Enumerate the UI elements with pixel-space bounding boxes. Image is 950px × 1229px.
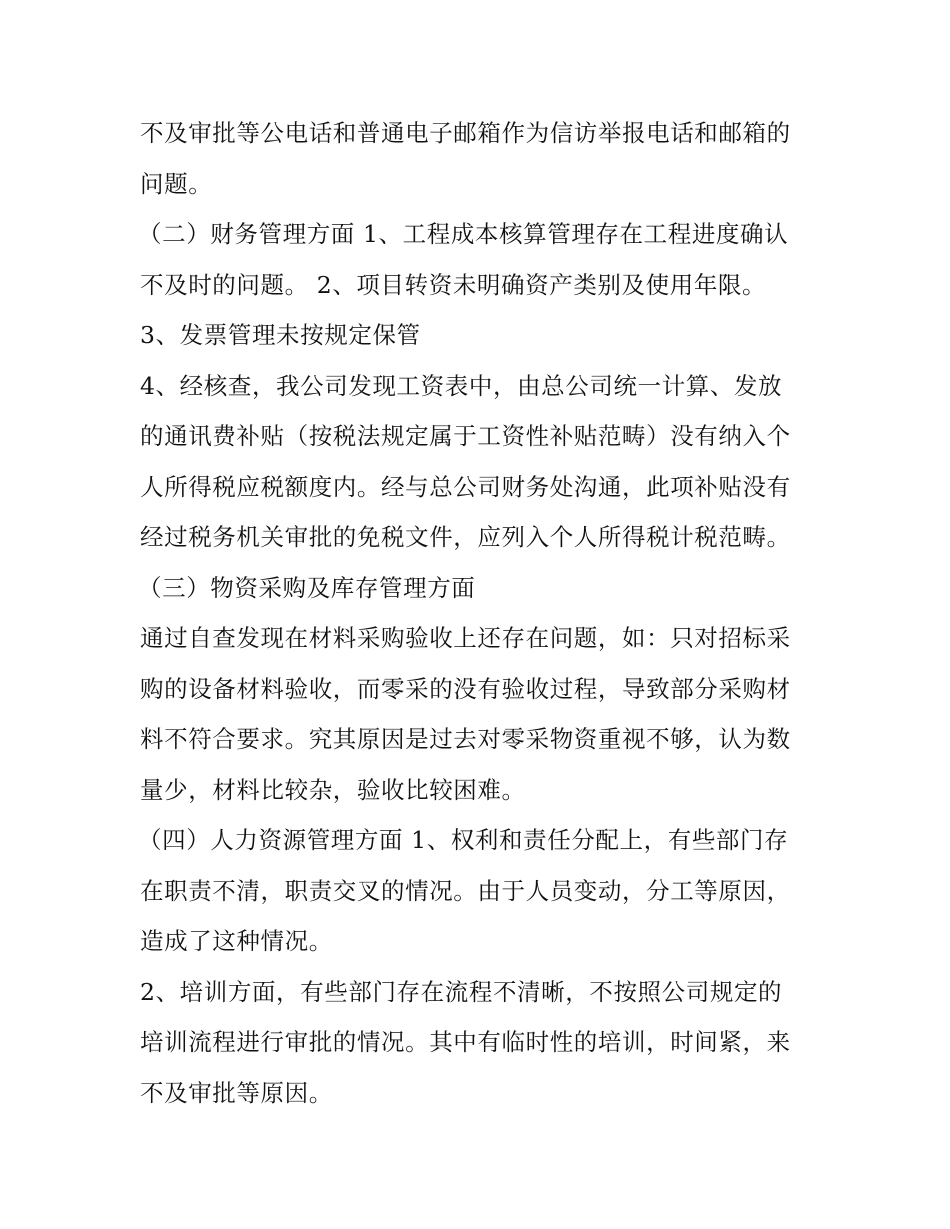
text-line: 经过税务机关审批的免税文件，应列入个人所得税计税范畴。 <box>140 523 791 551</box>
text-line: 培训流程进行审批的情况。其中有临时性的培训，时间紧，来 <box>140 1028 791 1056</box>
text-line: 料不符合要求。究其原因是过去对零采物资重视不够，认为数 <box>140 725 791 753</box>
text-line: 通过自查发现在材料采购验收上还存在问题，如：只对招标采 <box>140 624 791 652</box>
text-line: 造成了这种情况。 <box>140 927 333 955</box>
section-heading-finance: （二）财务管理方面 1、工程成本核算管理存在工程进度确认 <box>138 220 789 248</box>
text-line: 量少，材料比较杂，验收比较困难。 <box>140 775 526 804</box>
document-body <box>140 108 820 1118</box>
text-line: 问题。 <box>140 169 213 198</box>
text-line: 购的设备材料验收，而零采的没有验收过程，导致部分采购材 <box>140 674 791 703</box>
text-line: 4、经核查，我公司发现工资表中，由总公司统一计算、发放 <box>140 371 783 400</box>
text-line: 2、培训方面，有些部门存在流程不清晰，不按照公司规定的 <box>140 977 783 1006</box>
text-line: 不及时的问题。 2、项目转资未明确资产类别及使用年限。 <box>140 270 767 299</box>
text-line: 3、发票管理未按规定保管 <box>140 321 421 349</box>
section-heading-procurement: （三）物资采购及库存管理方面 <box>138 573 476 602</box>
text-line: 人所得税应税额度内。经与总公司财务处沟通，此项补贴没有 <box>140 472 791 501</box>
text-line: 不及审批等公电话和普通电子邮箱作为信访举报电话和邮箱的 <box>140 119 791 147</box>
text-line: 不及审批等原因。 <box>140 1078 333 1107</box>
section-heading-hr: （四）人力资源管理方面 1、权利和责任分配上，有些部门存 <box>138 826 789 854</box>
text-line: 的通讯费补贴（按税法规定属于工资性补贴范畴）没有纳入个 <box>140 422 791 450</box>
text-line: 在职责不清，职责交叉的情况。由于人员变动，分工等原因， <box>140 876 791 905</box>
